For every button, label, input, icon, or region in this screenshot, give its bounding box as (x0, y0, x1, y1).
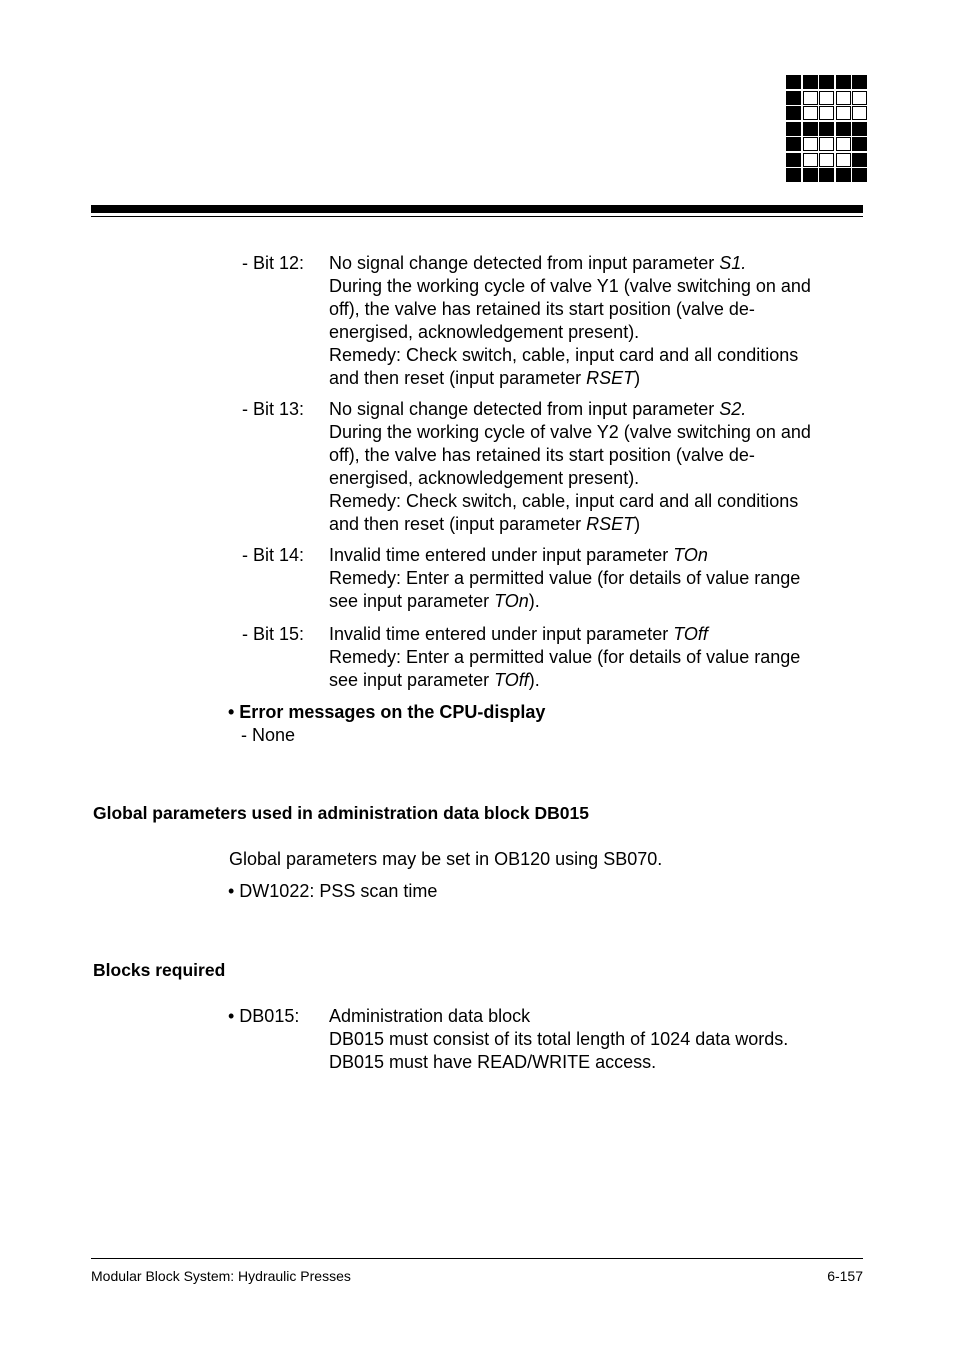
footer-rule (91, 1258, 863, 1259)
bit-line: see input parameter TOn). (329, 591, 540, 611)
global-params-heading: Global parameters used in administration data block DB015 (93, 803, 589, 823)
block-line: DB015 must have READ/WRITE access. (329, 1052, 657, 1072)
bit-label: - Bit 12: (242, 253, 305, 273)
bit-line: and then reset (input parameter RSET) (329, 514, 641, 534)
block-line: DB015 must consist of its total length of 1024 data words. (329, 1029, 789, 1049)
block-line: Administration data block (329, 1006, 531, 1026)
header-rule-thin (91, 216, 863, 217)
bit-line: energised, acknowledgement present). (329, 468, 640, 488)
bit-description (329, 252, 859, 390)
bit-line: Invalid time entered under input parameter TOff (329, 624, 708, 644)
global-params-intro: Global parameters may be set in OB120 using SB070. (229, 849, 663, 869)
bit-description (329, 398, 859, 536)
bit-line: Remedy: Check switch, cable, input card and all conditions (329, 345, 799, 365)
bit-line: see input parameter TOff). (329, 670, 540, 690)
bit-line: During the working cycle of valve Y2 (valve switching on and (329, 422, 811, 442)
bit-line: Remedy: Enter a permitted value (for details of value range (329, 568, 801, 588)
bit-label: - Bit 13: (242, 399, 305, 419)
cpu-display-value: - None (241, 725, 296, 745)
page-number: 6-157 (827, 1268, 863, 1284)
bit-line: Remedy: Enter a permitted value (for details of value range (329, 647, 801, 667)
bit-line: energised, acknowledgement present). (329, 322, 640, 342)
bit-line: No signal change detected from input parameter S1. (329, 253, 747, 273)
block-description (329, 1005, 859, 1074)
bit-line: No signal change detected from input parameter S2. (329, 399, 747, 419)
bit-label: - Bit 15: (242, 624, 305, 644)
bit-line: Remedy: Check switch, cable, input card and all conditions (329, 491, 799, 511)
header-rule-thick (91, 205, 863, 213)
footer-title: Modular Block System: Hydraulic Presses (91, 1268, 351, 1284)
bit-line: and then reset (input parameter RSET) (329, 368, 641, 388)
bit-label: - Bit 14: (242, 545, 305, 565)
bit-line: Invalid time entered under input parameter TOn (329, 545, 708, 565)
bit-line: During the working cycle of valve Y1 (valve switching on and (329, 276, 811, 296)
blocks-required-heading: Blocks required (93, 960, 226, 980)
bit-line: off), the valve has retained its start position (valve de- (329, 445, 755, 465)
global-params-item: • DW1022: PSS scan time (228, 881, 438, 901)
bit-description (329, 623, 859, 692)
logo-grid (786, 75, 867, 182)
cpu-display-heading: • Error messages on the CPU-display (228, 702, 546, 722)
block-label: • DB015: (228, 1006, 300, 1026)
bit-line: off), the valve has retained its start position (valve de- (329, 299, 755, 319)
bit-description (329, 544, 859, 613)
